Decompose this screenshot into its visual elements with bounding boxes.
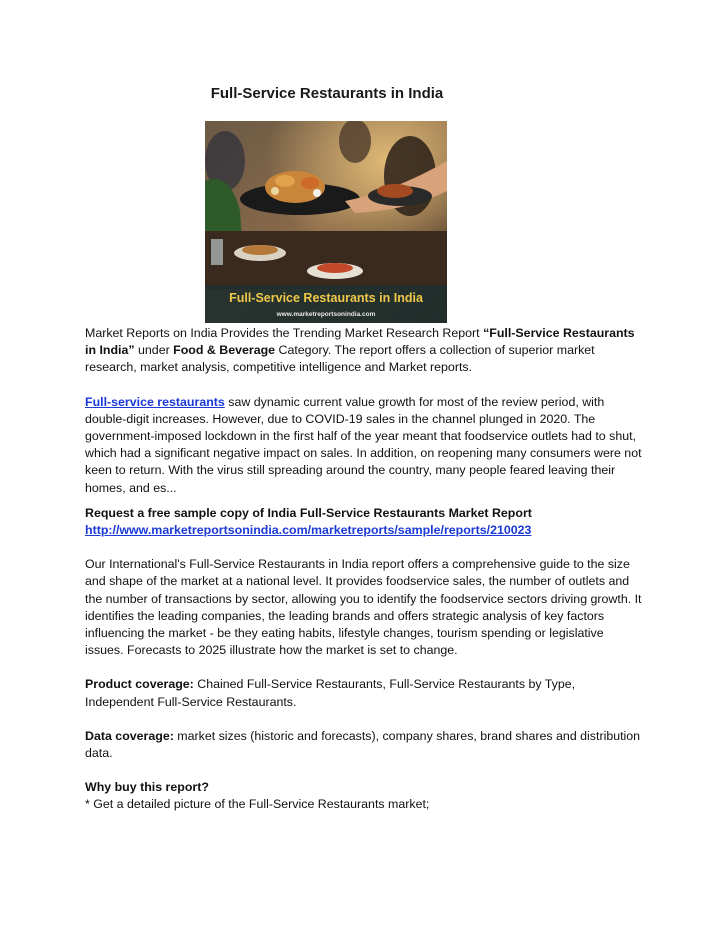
full-service-restaurants-link[interactable]: Full-service restaurants — [85, 394, 225, 409]
banner-title: Full-Service Restaurants in India — [229, 291, 423, 305]
report-name: “Full-Service Restaurants in India” — [85, 326, 635, 358]
category-name: Food & Beverage — [173, 343, 276, 358]
product-coverage-paragraph: Product coverage: Chained Full-Service Restaurants, Full-Service Restaurants by Type, Independent Full-Service Restaurants. — [85, 677, 576, 709]
sample-request-heading: Request a free sample copy of India Full-Service Restaurants Market Report — [85, 505, 532, 520]
banner-url: www.marketreportsonindia.com — [276, 311, 376, 318]
product-coverage-label: Product coverage: — [85, 677, 194, 692]
page-title: Full-Service Restaurants in India — [210, 85, 444, 102]
description-paragraph: Our International's Full-Service Restaurants in India report offers a comprehensive guide to the size and shape of the market at a national level. It provides foodservice sales, the number of outlets and the number of transactions by sector, allowing you to identify the foodservice sectors driving growth. It identifies the leading companies, the leading brands and offers strategic analysis of key factors influencing the market - be they eating habits, lifestyle changes, tourism spending or legislative issues. Forecasts to 2025 illustrate how the market is set to change. — [85, 557, 642, 658]
sample-request-url-row — [85, 522, 645, 539]
restaurant-photo-icon — [205, 121, 447, 323]
intro-paragraph: Market Reports on India Provides the Trending Market Research Report “Full-Service Restaurants in India” under Food & Beverage Category. The report offers a collection of superior market research, market analysis, competitive intelligence and Market reports. — [85, 326, 635, 375]
sample-request-link[interactable]: http://www.marketreportsonindia.com/marketreports/sample/reports/210023 — [85, 523, 532, 538]
why-buy-heading: Why buy this report? — [85, 780, 209, 795]
data-coverage-paragraph: Data coverage: market sizes (historic and forecasts), company shares, brand shares and distribution data. — [85, 728, 641, 761]
data-coverage-label: Data coverage: — [85, 728, 174, 743]
document-body — [85, 325, 645, 814]
why-buy-item: * Get a detailed picture of the Full-Service Restaurants market; — [85, 797, 430, 812]
hero-image — [205, 121, 447, 323]
summary-paragraph: Full-service restaurants saw dynamic current value growth for most of the review period, with double-digit increases. However, due to COVID-19 sales in the channel plunged in 2020. The government-imposed lockdown in the first half of the year meant that foodservice outlets had to shut, which had a significant negative impact on sales. In addition, on reopening many consumers were not keen to return. With the virus still spreading around the country, many people feared leaving their homes, and es... — [85, 394, 642, 495]
